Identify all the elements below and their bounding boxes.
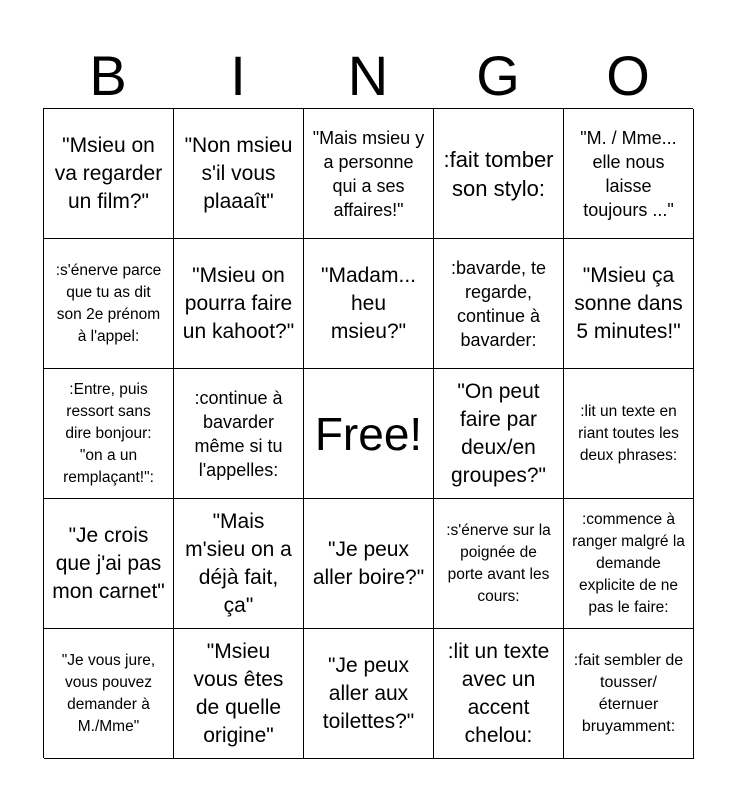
free-cell[interactable]: Free! bbox=[304, 369, 434, 499]
bingo-cell[interactable]: "Mais msieu y a personne qui a ses affaires!" bbox=[304, 109, 434, 239]
title-letter-o: O bbox=[606, 44, 650, 107]
bingo-cell[interactable]: "Madam... heu msieu?" bbox=[304, 239, 434, 369]
bingo-cell[interactable]: "Msieu on va regarder un film?" bbox=[44, 109, 174, 239]
bingo-cell[interactable]: :continue à bavarder même si tu l'appelles: bbox=[174, 369, 304, 499]
bingo-cell[interactable]: "Msieu on pourra faire un kahoot?" bbox=[174, 239, 304, 369]
title-letter-g: G bbox=[476, 44, 520, 107]
bingo-cell[interactable]: "Je peux aller boire?" bbox=[304, 499, 434, 629]
bingo-cell[interactable]: "Je vous jure, vous pouvez demander à M./Mme" bbox=[44, 629, 174, 759]
bingo-cell[interactable]: "Je peux aller aux toilettes?" bbox=[304, 629, 434, 759]
bingo-cell[interactable]: "Non msieu s'il vous plaaaît" bbox=[174, 109, 304, 239]
title-letter-i: I bbox=[230, 44, 246, 107]
bingo-cell[interactable]: :commence à ranger malgré la demande explicite de ne pas le faire: bbox=[564, 499, 694, 629]
bingo-cell[interactable]: :s'énerve parce que tu as dit son 2e prénom à l'appel: bbox=[44, 239, 174, 369]
bingo-cell[interactable]: :fait sembler de tousser/ éternuer bruyamment: bbox=[564, 629, 694, 759]
bingo-cell[interactable]: :s'énerve sur la poignée de porte avant les cours: bbox=[434, 499, 564, 629]
bingo-cell[interactable]: "Msieu ça sonne dans 5 minutes!" bbox=[564, 239, 694, 369]
bingo-cell[interactable]: "On peut faire par deux/en groupes?" bbox=[434, 369, 564, 499]
bingo-cell[interactable]: :lit un texte en riant toutes les deux phrases: bbox=[564, 369, 694, 499]
bingo-cell[interactable]: "Mais m'sieu on a déjà fait, ça" bbox=[174, 499, 304, 629]
bingo-cell[interactable]: "M. / Mme... elle nous laisse toujours ..." bbox=[564, 109, 694, 239]
title-letter-b: B bbox=[89, 44, 127, 107]
bingo-cell[interactable]: :lit un texte avec un accent chelou: bbox=[434, 629, 564, 759]
bingo-title bbox=[43, 44, 693, 108]
bingo-grid bbox=[43, 108, 693, 758]
title-letter-n: N bbox=[347, 44, 389, 107]
bingo-cell[interactable]: "Msieu vous êtes de quelle origine" bbox=[174, 629, 304, 759]
bingo-cell[interactable]: :fait tomber son stylo: bbox=[434, 109, 564, 239]
bingo-cell[interactable]: :Entre, puis ressort sans dire bonjour: "on a un remplaçant!": bbox=[44, 369, 174, 499]
bingo-cell[interactable]: "Je crois que j'ai pas mon carnet" bbox=[44, 499, 174, 629]
bingo-cell[interactable]: :bavarde, te regarde, continue à bavarder: bbox=[434, 239, 564, 369]
